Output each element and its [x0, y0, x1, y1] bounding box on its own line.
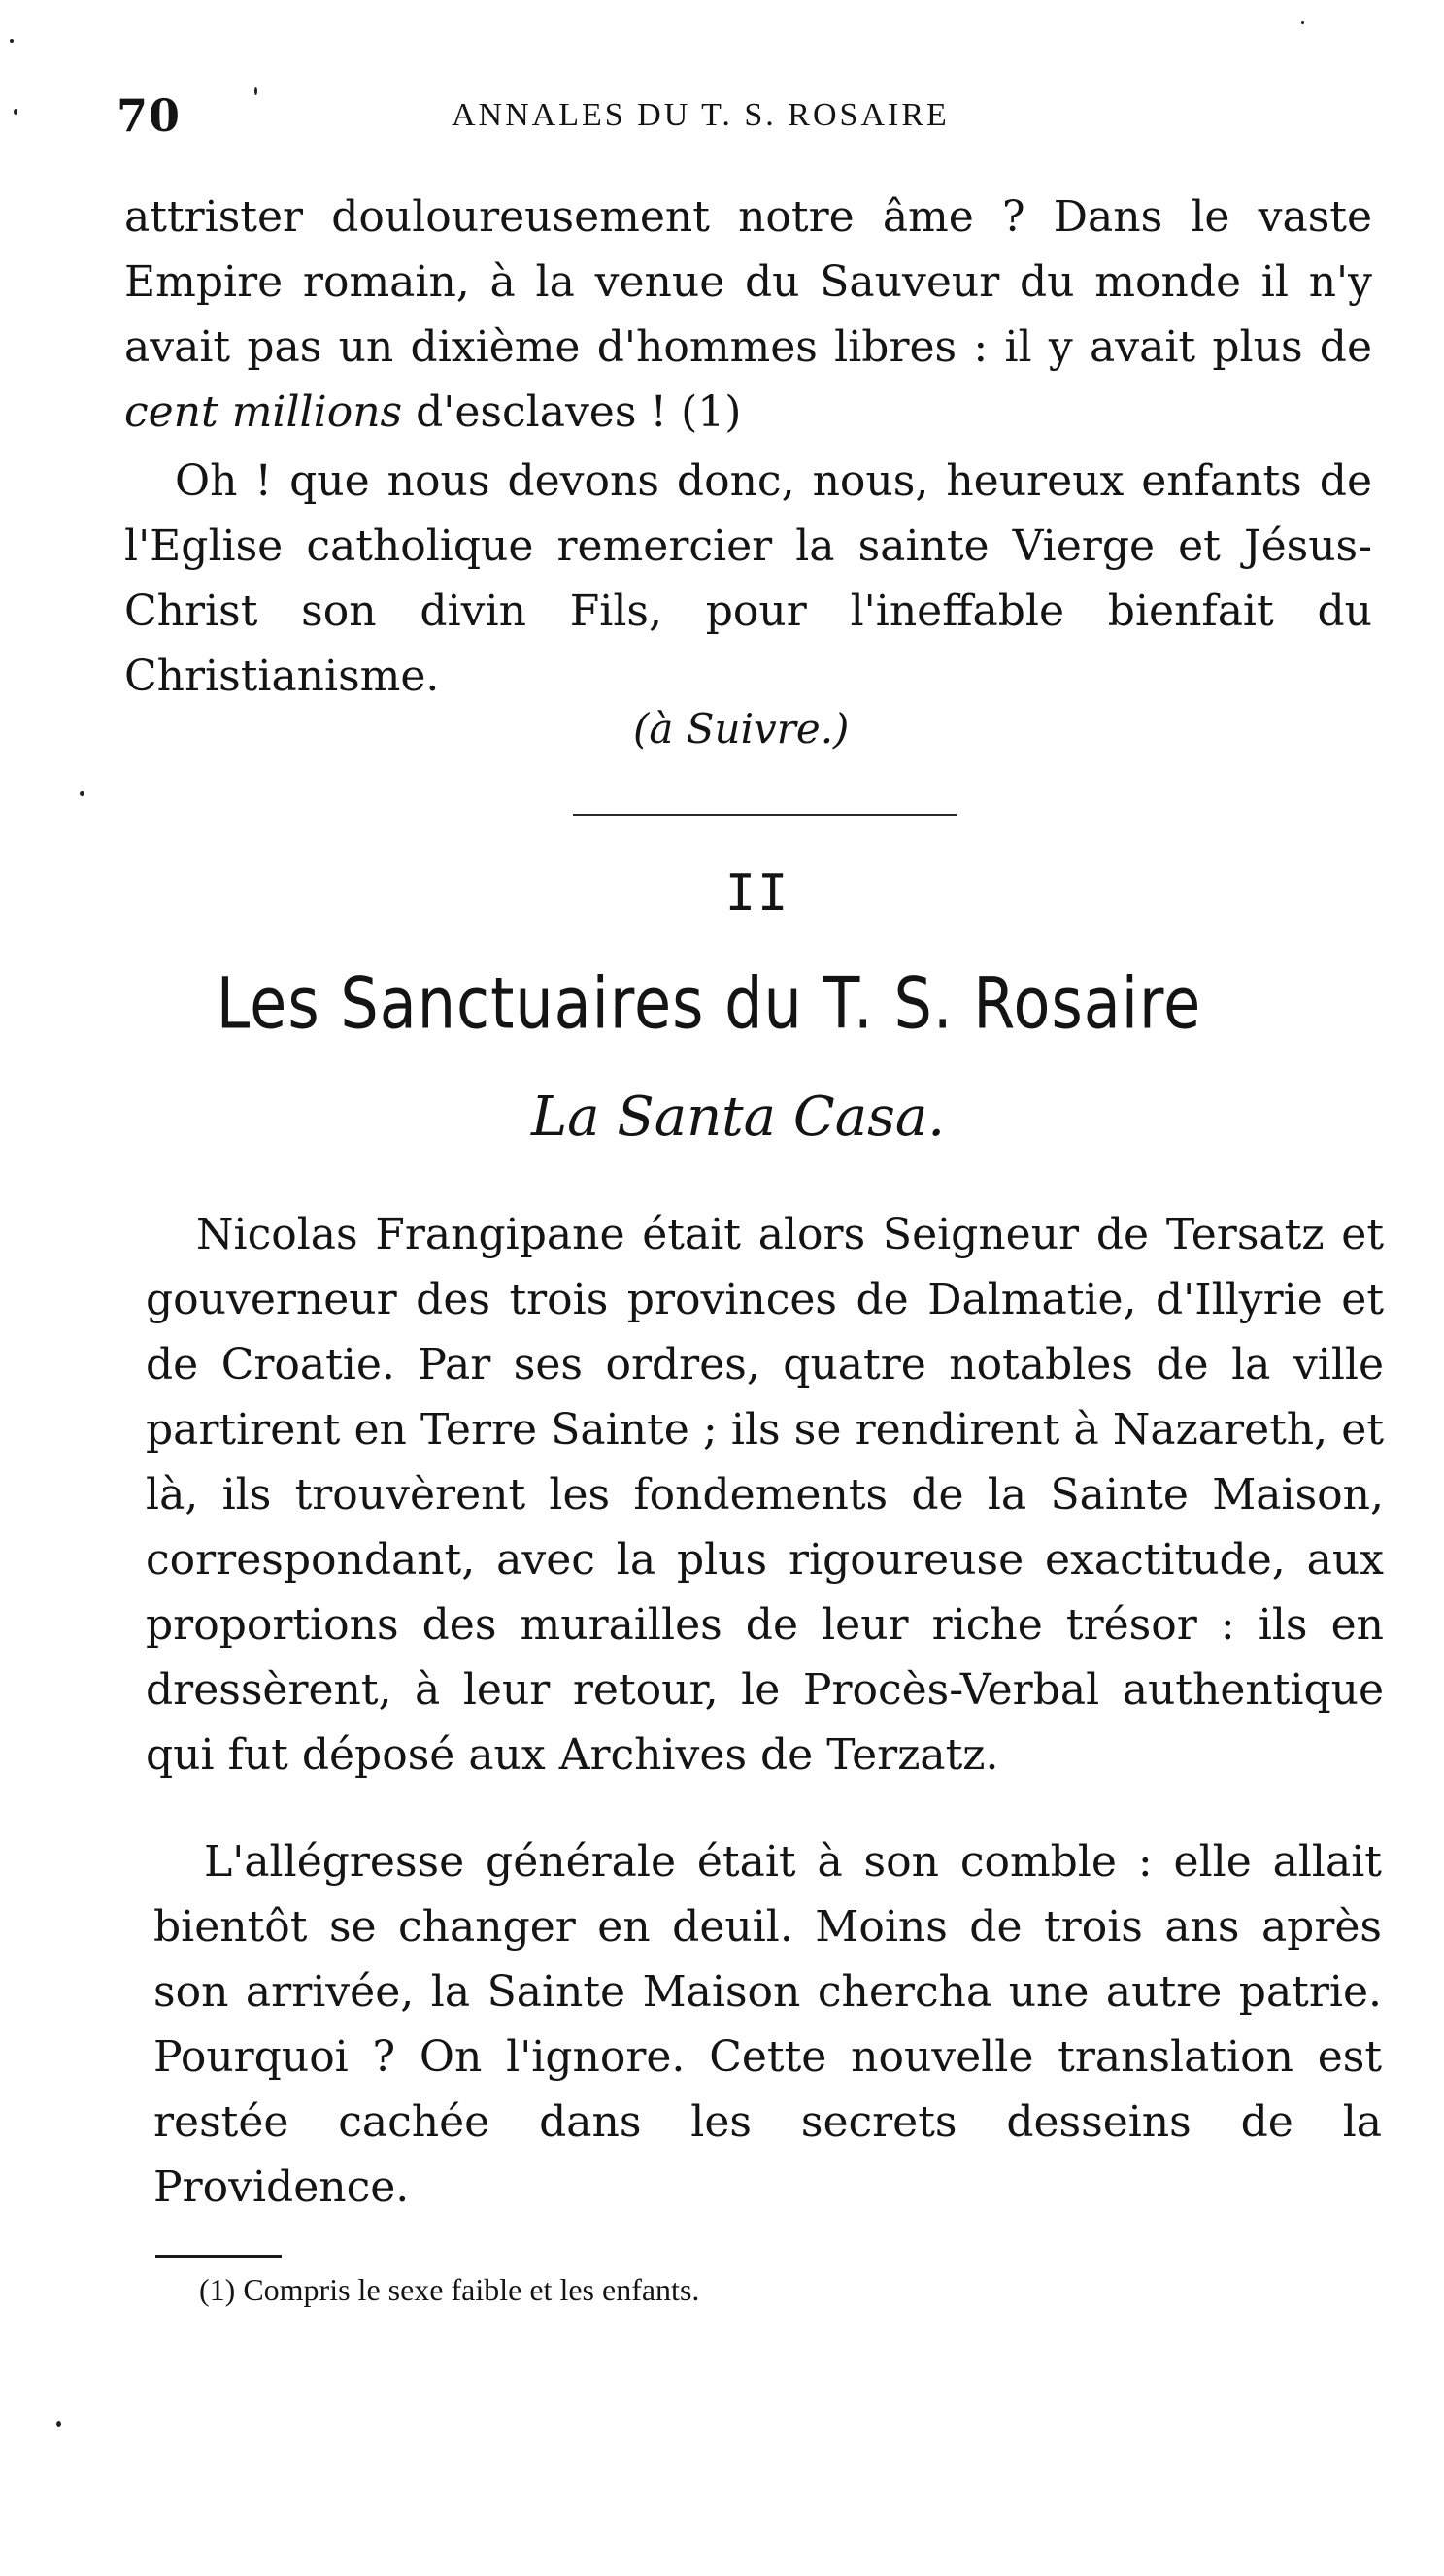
paragraph-frangipane: Nicolas Frangipane était alors Seigneur de Tersatz et gouverneur des trois provinces de Dalmatie, d'Illyrie et de Croatie. Par ses ordres, quatre notables de la ville partirent en Terre Sainte ; ils se rendirent à Nazareth, et là, ils trouvèrent les fondements de la Sainte Maison, correspondant, avec la plus rigoureuse exactitude, aux proportions des murailles de leur riche trésor : ils en dressèrent, à leur retour, le Procès-Verbal authentique qui fut déposé aux Archives de Terzatz.	[146, 1210, 1384, 1780]
scan-speck	[56, 2421, 61, 2427]
scan-speck	[10, 39, 14, 43]
section-subtitle: La Santa Casa.	[530, 1086, 946, 1149]
running-header	[117, 89, 1360, 148]
scan-speck	[80, 791, 84, 796]
section-divider	[573, 814, 957, 816]
paragraph-continuation-text: attrister douloureusement notre âme ? Dans le vaste Empire romain, à la venue du Sauveur du monde il n'y avait pas un dixième d'hommes libres : il y avait plus de	[124, 192, 1372, 372]
to-be-continued-note: (à Suivre.)	[633, 705, 850, 753]
section-title: Les Sanctuaires du T. S. Rosaire	[216, 961, 1202, 1046]
scan-speck	[14, 109, 17, 115]
footnote: (1) Compris le sexe faible et les enfants.	[199, 2272, 700, 2307]
paragraph-allegresse: L'allégresse générale était à son comble : elle allait bientôt se changer en deuil. Moins de trois ans après son arrivée, la Sainte Maison chercha une autre patrie. Pourquoi ? On l'ignore. Cette nouvelle translation est restée cachée dans les secrets desseins de la Providence.	[153, 1837, 1382, 2212]
emphasis-cent-millions: cent millions	[124, 387, 403, 437]
paragraph-christianisme: Oh ! que nous devons donc, nous, heureux enfants de l'Eglise catholique remercier la sainte Vierge et Jésus-Christ son divin Fils, pour l'ineffable bienfait du Christianisme.	[124, 456, 1372, 701]
scan-speck	[254, 87, 257, 95]
paragraph-continuation-tail: d'esclaves ! (1)	[416, 387, 742, 437]
paragraph-continuation	[124, 184, 1372, 445]
footnote-divider	[155, 2255, 282, 2258]
page-number: 70	[117, 89, 182, 142]
running-title: ANNALES DU T. S. ROSAIRE	[452, 97, 950, 133]
section-number: II	[724, 864, 790, 922]
scan-speck	[1301, 21, 1304, 24]
